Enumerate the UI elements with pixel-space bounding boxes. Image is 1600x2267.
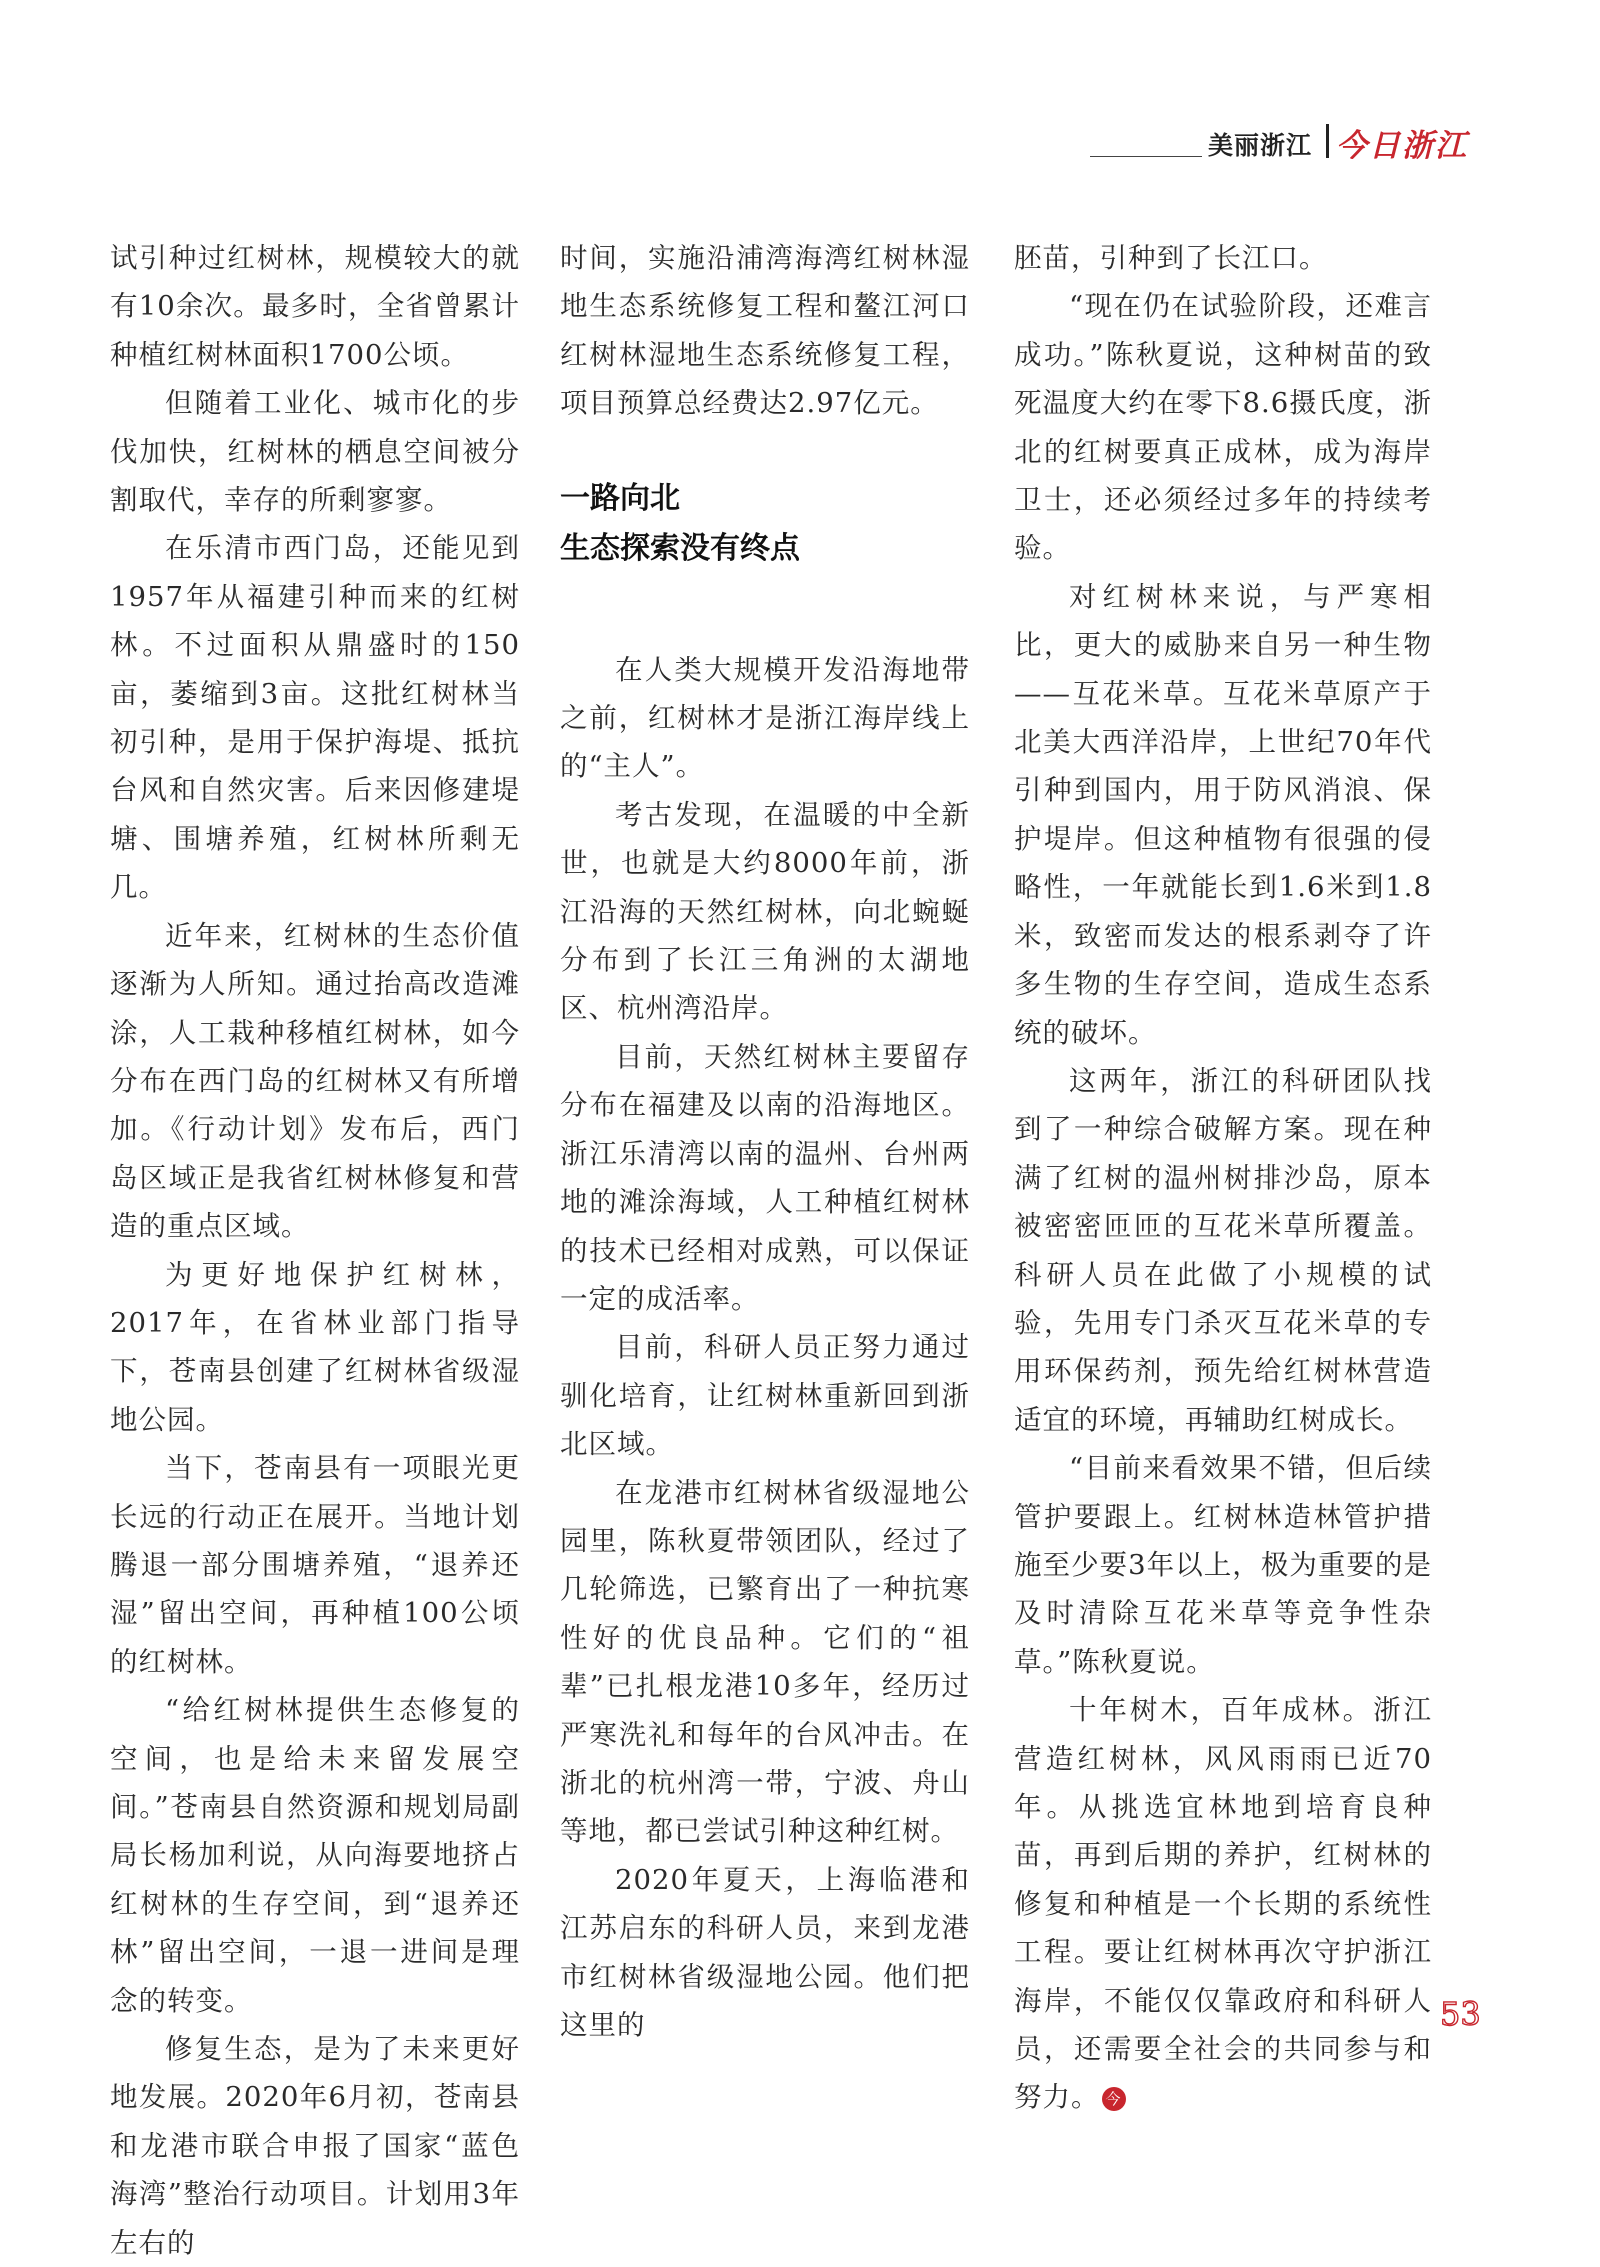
page-header [1090, 118, 1478, 162]
paragraph: 目前，科研人员正努力通过驯化培育，让红树林重新回到浙北区域。 [560, 1331, 970, 1461]
paragraph: 目前，天然红树林主要留存分布在福建及以南的沿海地区。浙江乐清湾以南的温州、台州两地的滩涂海域，人工种植红树林的技术已经相对成熟，可以保证一定的成活率。 [560, 1040, 970, 1315]
paragraph: 在乐清市西门岛，还能见到1957年从福建引种而来的红树林。不过面积从鼎盛时的150亩，萎缩到3亩。这批红树林当初引种，是用于保护海堤、抵抗台风和自然灾害。后来因修建堤塘、围塘养殖，红树林所剩无几。 [110, 532, 520, 904]
paragraph: 试引种过红树林，规模较大的就有10余次。最多时，全省曾累计种植红树林面积1700公顷。 [110, 242, 520, 371]
section-heading-line: 生态探索没有终点 [560, 530, 800, 566]
paragraph: 对红树林来说，与严寒相比，更大的威胁来自另一种生物——互花米草。互花米草原产于北美大西洋沿岸，上世纪70年代引种到国内，用于防风消浪、保护堤岸。但这种植物有很强的侵略性，一年就能长到1.6米到1.8米，致密而发达的根系剥夺了许多生物的生存空间，造成生态系统的破坏。 [1014, 580, 1432, 1049]
section-name: 美丽浙江 [1208, 131, 1313, 160]
paragraph: 在人类大规模开发沿海地带之前，红树林才是浙江海岸线上的“主人”。 [560, 653, 970, 783]
column-3 [1014, 234, 1432, 2122]
magazine-logo: 今日浙江 [1336, 128, 1468, 164]
paragraph: 为更好地保护红树林，2017年，在省林业部门指导下，苍南县创建了红树林省级湿地公园。 [110, 1258, 520, 1436]
section-heading-line: 一路向北 [560, 480, 680, 516]
section-heading [560, 474, 970, 574]
paragraph: “目前来看效果不错，但后续管护要跟上。红树林造林管护措施至少要3年以上，极为重要的是及时清除互花米草等竞争性杂草。”陈秋夏说。 [1014, 1452, 1432, 1678]
paragraph: 这两年，浙江的科研团队找到了一种综合破解方案。现在种满了红树的温州树排沙岛，原本被密密匝匝的互花米草所覆盖。科研人员在此做了小规模的试验，先用专门杀灭互花米草的专用环保药剂，预先给红树林营造适宜的环境，再辅助红树成长。 [1014, 1064, 1432, 1436]
paragraph: 2020年夏天，上海临港和江苏启东的科研人员，来到龙港市红树林省级湿地公园。他们把这里的 [560, 1863, 970, 2041]
paragraph: 近年来，红树林的生态价值逐渐为人所知。通过抬高改造滩涂，人工栽种移植红树林，如今分布在西门岛的红树林又有所增加。《行动计划》发布后，西门岛区域正是我省红树林修复和营造的重点区域。 [110, 919, 520, 1243]
paragraph: 在龙港市红树林省级湿地公园里，陈秋夏带领团队，经过了几轮筛选，已繁育出了一种抗寒性好的优良品种。它们的“祖辈”已扎根龙港10多年，经历过严寒洗礼和每年的台风冲击。在浙北的杭州湾一带，宁波、舟山等地，都已尝试引种这种红树。 [560, 1476, 970, 1848]
paragraph: 但随着工业化、城市化的步伐加快，红树林的栖息空间被分割取代，幸存的所剩寥寥。 [110, 387, 520, 517]
header-rule [1090, 156, 1202, 157]
column-1 [110, 234, 520, 2267]
paragraph: 修复生态，是为了未来更好地发展。2020年6月初，苍南县和龙港市联合申报了国家“蓝色海湾”整治行动项目。计划用3年左右的 [110, 2033, 520, 2259]
paragraph: “现在仍在试验阶段，还难言成功。”陈秋夏说，这种树苗的致死温度大约在零下8.6摄氏度，浙北的红树要真正成林，成为海岸卫士，还必须经过多年的持续考验。 [1014, 290, 1432, 565]
paragraph: 胚苗，引种到了长江口。 [1014, 242, 1328, 274]
paragraph: “给红树林提供生态修复的空间，也是给未来留发展空间。”苍南县自然资源和规划局副局长杨加利说，从向海要地挤占红树林的生存空间，到“退养还林”留出空间，一退一进间是理念的转变。 [110, 1694, 520, 2017]
end-mark-icon: 今 [1102, 2087, 1126, 2111]
paragraph: 当下，苍南县有一项眼光更长远的行动正在展开。当地计划腾退一部分围塘养殖，“退养还湿”留出空间，再种植100公顷的红树林。 [110, 1452, 520, 1678]
paragraph-text: 十年树木，百年成林。浙江营造红树林，风风雨雨已近70年。从挑选宜林地到培育良种苗，再到后期的养护，红树林的修复和种植是一个长期的系统性工程。要让红树林再次守护浙江海岸，不能仅仅靠政府和科研人员，还需要全社会的共同参与和努力。 [1014, 1694, 1432, 2114]
column-2 [560, 234, 970, 2049]
paragraph: 考古发现，在温暖的中全新世，也就是大约8000年前，浙江沿海的天然红树林，向北蜿蜒分布到了长江三角洲的太湖地区、杭州湾沿岸。 [560, 798, 970, 1025]
paragraph-last [1014, 1686, 1432, 2122]
header-divider [1326, 124, 1329, 158]
paragraph: 时间，实施沿浦湾海湾红树林湿地生态系统修复工程和鳌江河口红树林湿地生态系统修复工程，项目预算总经费达2.97亿元。 [560, 242, 970, 420]
page-number: 53 [1440, 1995, 1481, 2033]
